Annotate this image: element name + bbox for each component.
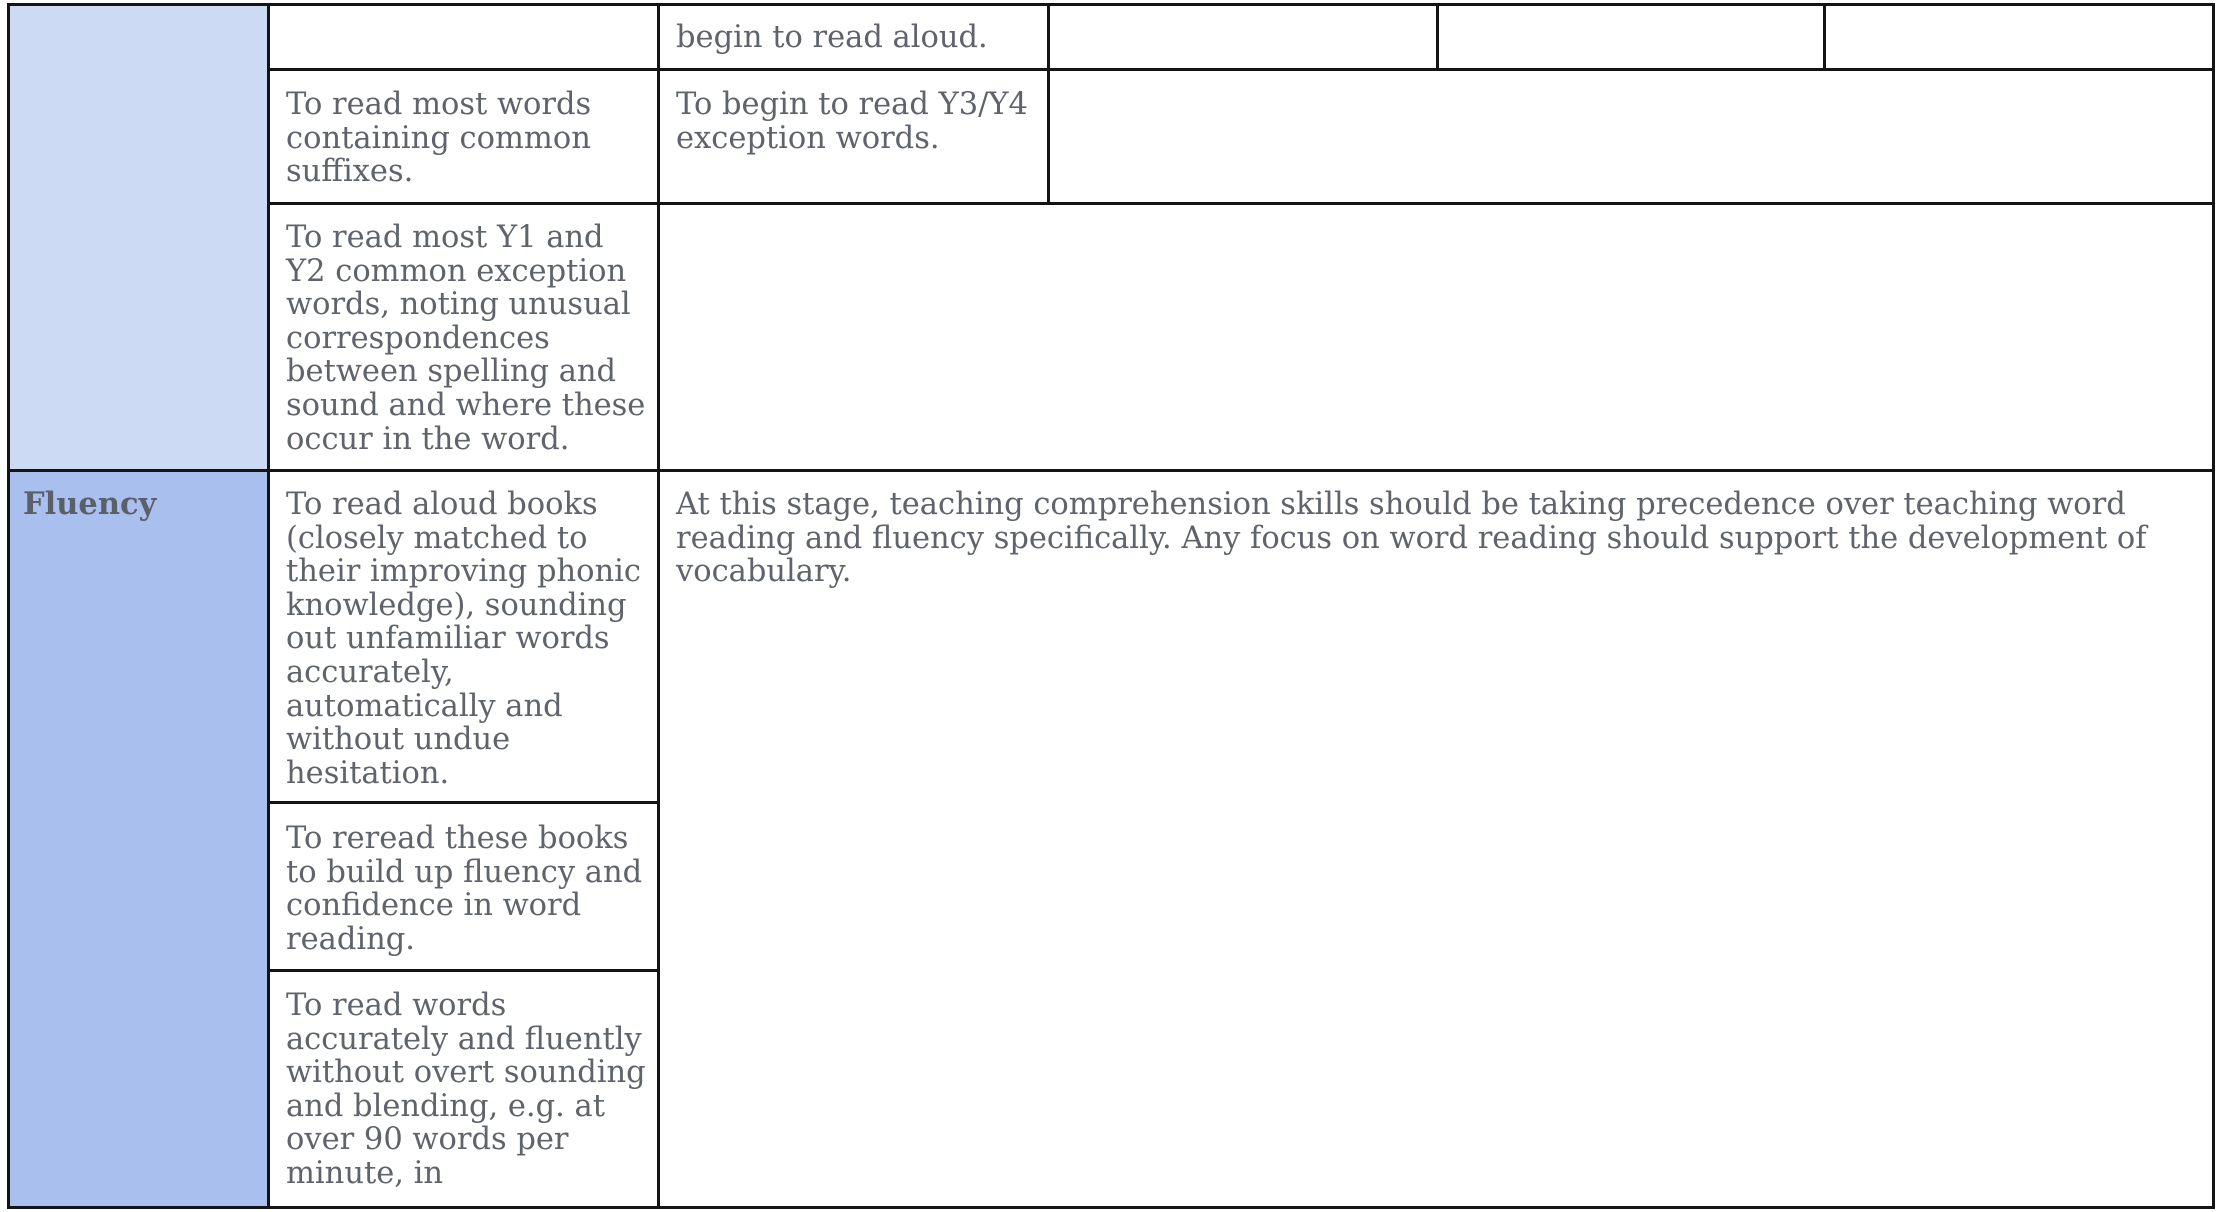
table-cell-row2-col2: To begin to read Y3/Y4 exception words. [676,87,1028,156]
category-cell-upper [10,5,269,472]
table-cell-row4-col1: To read aloud books (closely matched to their improving phonic knowledge), sounding out unfamiliar words accurately, automatically and without undue hesitation. [286,487,641,791]
table-cell-row1-col2: begin to read aloud. [676,20,988,55]
table-border-left [7,3,10,1209]
row-divider-5 [267,969,660,972]
table-border-top [7,3,2215,6]
table-border-right [2212,3,2215,1209]
table-cell-row5-col1: To reread these books to build up fluency and confidence in word reading. [286,821,643,957]
table-cell-row6-col1: To read words accurately and fluently without overt sounding and blending, e.g. at over 90 words per minute, in [286,988,646,1191]
fluency-guidance-text: At this stage, teaching comprehension skills should be taking precedence over teaching word reading and fluency specifically. Any focus on word reading should support the development of vocabulary. [676,487,2147,590]
column-divider-3 [1047,3,1050,204]
row-divider-3 [7,469,2215,472]
column-divider-4 [1436,3,1439,70]
category-cell-fluency [10,472,269,1207]
column-divider-5 [1823,3,1826,70]
column-divider-1 [267,3,270,1209]
table-cell-row3-col1: To read most Y1 and Y2 common exception words, noting unusual correspondences between spelling and sound and where these occur in the word. [286,220,646,457]
category-label-fluency: Fluency [23,486,157,522]
row-divider-4 [267,801,660,804]
column-divider-2 [657,3,660,1209]
row-divider-2 [267,202,2215,205]
table-cell-row2-col1: To read most words containing common suffixes. [286,87,592,190]
row-divider-1 [267,68,2215,71]
table-border-bottom [7,1206,2215,1209]
